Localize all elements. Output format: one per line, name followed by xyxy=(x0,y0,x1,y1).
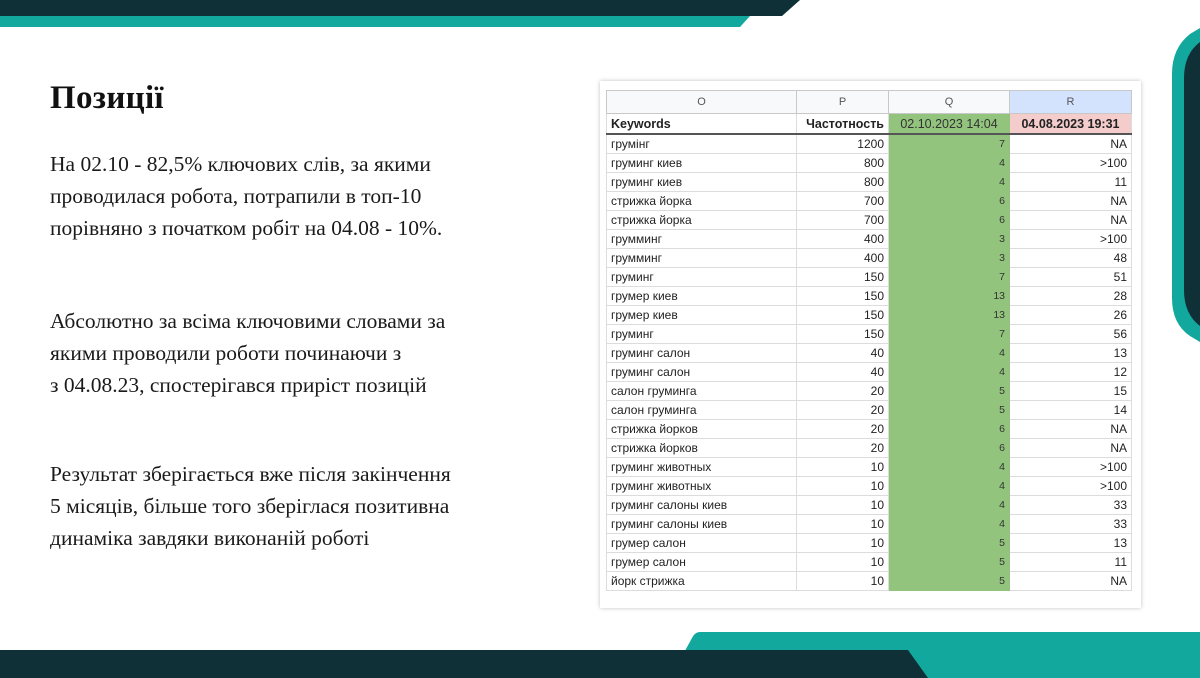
position-old-cell: >100 xyxy=(1010,458,1132,477)
frequency-cell: 800 xyxy=(797,154,889,173)
position-new-cell: 7 xyxy=(889,325,1010,344)
paragraph-line: динаміка завдяки виконаній роботі xyxy=(50,526,370,550)
keyword-cell: стрижка йорков xyxy=(607,439,797,458)
spreadsheet-screenshot xyxy=(600,81,1141,608)
position-old-cell: 13 xyxy=(1010,534,1132,553)
keyword-cell: стрижка йорка xyxy=(607,211,797,230)
keyword-positions-table xyxy=(606,90,1132,591)
paragraph-3 xyxy=(50,458,520,554)
position-old-cell: 51 xyxy=(1010,268,1132,287)
position-new-cell: 3 xyxy=(889,230,1010,249)
column-letter: O xyxy=(607,91,797,114)
keyword-cell: грумер киев xyxy=(607,306,797,325)
frequency-cell: 700 xyxy=(797,211,889,230)
position-old-cell: 28 xyxy=(1010,287,1132,306)
position-new-cell: 5 xyxy=(889,401,1010,420)
keyword-cell: груминг салоны киев xyxy=(607,515,797,534)
position-new-cell: 6 xyxy=(889,420,1010,439)
position-old-cell: 33 xyxy=(1010,515,1132,534)
position-new-cell: 5 xyxy=(889,572,1010,591)
frequency-cell: 40 xyxy=(797,344,889,363)
keyword-cell: грумер салон xyxy=(607,534,797,553)
header-frequency: Частотность xyxy=(797,114,889,135)
keyword-cell: груминг киев xyxy=(607,173,797,192)
table-row xyxy=(607,287,1132,306)
position-old-cell: NA xyxy=(1010,439,1132,458)
table-row xyxy=(607,420,1132,439)
table-row xyxy=(607,344,1132,363)
table-row xyxy=(607,363,1132,382)
table-row xyxy=(607,515,1132,534)
table-row xyxy=(607,249,1132,268)
table-row xyxy=(607,534,1132,553)
position-new-cell: 6 xyxy=(889,192,1010,211)
keyword-cell: груминг xyxy=(607,268,797,287)
position-old-cell: 12 xyxy=(1010,363,1132,382)
page-title: Позиції xyxy=(50,80,164,116)
position-old-cell: 48 xyxy=(1010,249,1132,268)
position-old-cell: NA xyxy=(1010,420,1132,439)
keyword-cell: груминг салоны киев xyxy=(607,496,797,515)
position-old-cell: 15 xyxy=(1010,382,1132,401)
table-row xyxy=(607,306,1132,325)
frequency-cell: 10 xyxy=(797,496,889,515)
table-row xyxy=(607,496,1132,515)
position-new-cell: 4 xyxy=(889,515,1010,534)
paragraph-line: 5 місяців, більше того зберіглася позитивна xyxy=(50,494,450,518)
keyword-cell: груминг киев xyxy=(607,154,797,173)
position-new-cell: 7 xyxy=(889,134,1010,154)
table-row xyxy=(607,154,1132,173)
frequency-cell: 10 xyxy=(797,458,889,477)
frequency-cell: 20 xyxy=(797,401,889,420)
frequency-cell: 150 xyxy=(797,306,889,325)
frequency-cell: 150 xyxy=(797,325,889,344)
keyword-cell: салон груминга xyxy=(607,382,797,401)
column-letter-selected: R xyxy=(1010,91,1132,114)
paragraph-line: Абсолютно за всіма ключовими словами за xyxy=(50,309,446,333)
frequency-cell: 20 xyxy=(797,420,889,439)
position-old-cell: NA xyxy=(1010,211,1132,230)
paragraph-line: На 02.10 - 82,5% ключових слів, за якими xyxy=(50,152,431,176)
table-row xyxy=(607,211,1132,230)
paragraph-line: з 04.08.23, спостерігався приріст позицій xyxy=(50,373,427,397)
position-old-cell: 14 xyxy=(1010,401,1132,420)
keyword-cell: груминг салон xyxy=(607,344,797,363)
paragraph-line: якими проводили роботи починаючи з xyxy=(50,341,402,365)
position-new-cell: 6 xyxy=(889,439,1010,458)
position-new-cell: 6 xyxy=(889,211,1010,230)
position-old-cell: >100 xyxy=(1010,154,1132,173)
frequency-cell: 800 xyxy=(797,173,889,192)
frequency-cell: 700 xyxy=(797,192,889,211)
frequency-cell: 1200 xyxy=(797,134,889,154)
table-row xyxy=(607,553,1132,572)
position-new-cell: 4 xyxy=(889,496,1010,515)
position-new-cell: 3 xyxy=(889,249,1010,268)
table-row xyxy=(607,439,1132,458)
column-letter: P xyxy=(797,91,889,114)
keyword-cell: грумер салон xyxy=(607,553,797,572)
frequency-cell: 10 xyxy=(797,515,889,534)
keyword-cell: стрижка йорка xyxy=(607,192,797,211)
bottom-band xyxy=(0,630,1200,678)
keyword-cell: салон груминга xyxy=(607,401,797,420)
table-row xyxy=(607,230,1132,249)
header-row xyxy=(607,114,1132,135)
frequency-cell: 10 xyxy=(797,477,889,496)
frequency-cell: 10 xyxy=(797,534,889,553)
position-old-cell: 11 xyxy=(1010,173,1132,192)
header-date-old: 04.08.2023 19:31 xyxy=(1010,114,1132,135)
table-row xyxy=(607,572,1132,591)
column-letter: Q xyxy=(889,91,1010,114)
paragraph-line: порівняно з початком робіт на 04.08 - 10%. xyxy=(50,216,443,240)
table-row xyxy=(607,325,1132,344)
frequency-cell: 10 xyxy=(797,553,889,572)
header-keywords: Keywords xyxy=(607,114,797,135)
frequency-cell: 150 xyxy=(797,287,889,306)
position-old-cell: 33 xyxy=(1010,496,1132,515)
paragraph-line: Результат зберігається вже після закінчення xyxy=(50,462,451,486)
position-old-cell: NA xyxy=(1010,134,1132,154)
frequency-cell: 400 xyxy=(797,230,889,249)
position-old-cell: >100 xyxy=(1010,477,1132,496)
table-row xyxy=(607,458,1132,477)
keyword-cell: йорк стрижка xyxy=(607,572,797,591)
position-new-cell: 4 xyxy=(889,154,1010,173)
table-row xyxy=(607,192,1132,211)
position-new-cell: 13 xyxy=(889,287,1010,306)
paragraph-2 xyxy=(50,305,520,401)
table-row xyxy=(607,401,1132,420)
keyword-cell: грумер киев xyxy=(607,287,797,306)
frequency-cell: 10 xyxy=(797,572,889,591)
position-new-cell: 4 xyxy=(889,173,1010,192)
frequency-cell: 20 xyxy=(797,382,889,401)
paragraph-1 xyxy=(50,148,520,244)
position-new-cell: 13 xyxy=(889,306,1010,325)
position-new-cell: 4 xyxy=(889,344,1010,363)
right-band xyxy=(1168,28,1200,348)
table-row xyxy=(607,477,1132,496)
position-new-cell: 7 xyxy=(889,268,1010,287)
keyword-cell: грумминг xyxy=(607,230,797,249)
frequency-cell: 150 xyxy=(797,268,889,287)
keyword-cell: грумінг xyxy=(607,134,797,154)
column-letters-row xyxy=(607,91,1132,114)
header-date-new: 02.10.2023 14:04 xyxy=(889,114,1010,135)
position-new-cell: 5 xyxy=(889,553,1010,572)
keyword-cell: груминг салон xyxy=(607,363,797,382)
position-old-cell: 11 xyxy=(1010,553,1132,572)
table-row xyxy=(607,173,1132,192)
position-new-cell: 4 xyxy=(889,477,1010,496)
keyword-cell: грумминг xyxy=(607,249,797,268)
position-new-cell: 4 xyxy=(889,363,1010,382)
keyword-cell: груминг xyxy=(607,325,797,344)
keyword-cell: груминг животных xyxy=(607,477,797,496)
position-old-cell: >100 xyxy=(1010,230,1132,249)
position-old-cell: 26 xyxy=(1010,306,1132,325)
table-row xyxy=(607,382,1132,401)
table-row xyxy=(607,268,1132,287)
frequency-cell: 40 xyxy=(797,363,889,382)
position-old-cell: NA xyxy=(1010,192,1132,211)
position-new-cell: 5 xyxy=(889,534,1010,553)
frequency-cell: 20 xyxy=(797,439,889,458)
top-band xyxy=(0,0,1200,30)
paragraph-line: проводилася робота, потрапили в топ-10 xyxy=(50,184,422,208)
table-row xyxy=(607,134,1132,154)
position-old-cell: 56 xyxy=(1010,325,1132,344)
position-old-cell: NA xyxy=(1010,572,1132,591)
position-old-cell: 13 xyxy=(1010,344,1132,363)
position-new-cell: 4 xyxy=(889,458,1010,477)
keyword-cell: груминг животных xyxy=(607,458,797,477)
keyword-cell: стрижка йорков xyxy=(607,420,797,439)
position-new-cell: 5 xyxy=(889,382,1010,401)
frequency-cell: 400 xyxy=(797,249,889,268)
